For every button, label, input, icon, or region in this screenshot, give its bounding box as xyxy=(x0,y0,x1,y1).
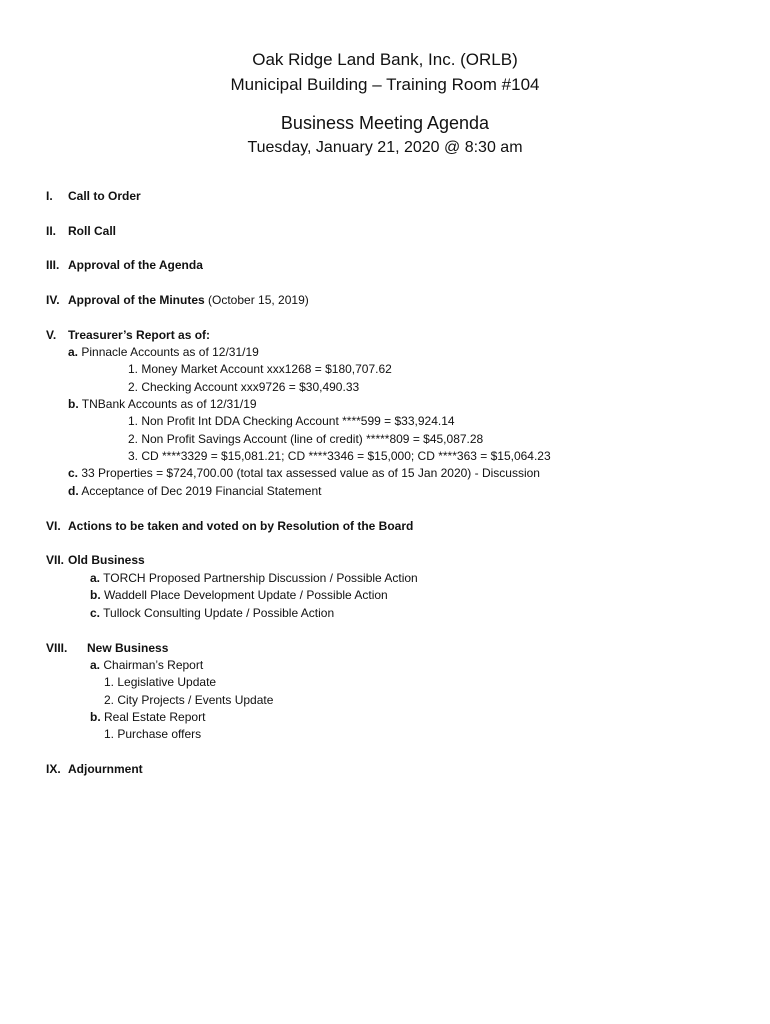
subitem-text: TNBank Accounts as of 12/31/19 xyxy=(81,397,257,411)
subitem-torch xyxy=(90,571,418,586)
subitem-letter: c. xyxy=(68,466,79,480)
subitem-chairmans-report xyxy=(90,658,203,673)
org-name: Oak Ridge Land Bank, Inc. (ORLB) xyxy=(252,50,518,69)
subitem-properties xyxy=(68,466,540,481)
subitem-pinnacle-accounts xyxy=(68,345,259,360)
subitem-financial-statement xyxy=(68,484,321,499)
account-cds: 3. CD ****3329 = $15,081.21; CD ****3346 = $15,000; CD ****363 = $15,064.23 xyxy=(128,449,551,463)
subitem-text: TORCH Proposed Partnership Discussion / Possible Action xyxy=(103,571,418,585)
item-label-adjournment: Adjournment xyxy=(68,762,143,776)
subitem-tullock xyxy=(90,606,334,621)
item-number-ix: IX. xyxy=(46,762,61,776)
item-label-call-to-order: Call to Order xyxy=(68,189,141,203)
subitem-waddell xyxy=(90,588,388,603)
account-money-market: 1. Money Market Account xxx1268 = $180,707.62 xyxy=(128,362,392,376)
subitem-text: 33 Properties = $724,700.00 (total tax assessed value as of 15 Jan 2020) - Discussion xyxy=(81,466,540,480)
subitem-tnbank-accounts xyxy=(68,397,257,412)
item-label-roll-call: Roll Call xyxy=(68,224,117,238)
subitem-letter: b. xyxy=(90,588,101,602)
item-label-new-business: New Business xyxy=(87,641,169,655)
item-label-approval-minutes: Approval of the Minutes xyxy=(68,293,205,307)
meeting-date: Tuesday, January 21, 2020 @ 8:30 am xyxy=(247,139,523,156)
item-number-ii: II. xyxy=(46,224,57,238)
account-checking: 2. Checking Account xxx9726 = $30,490.33 xyxy=(128,380,360,394)
item-number-vii: VII. xyxy=(46,553,65,567)
item-label-approval-agenda: Approval of the Agenda xyxy=(68,258,203,272)
subitem-letter: a. xyxy=(90,571,101,585)
subitem-letter: d. xyxy=(68,484,79,498)
item-number-viii: VIII. xyxy=(46,641,68,655)
item-number-iii: III. xyxy=(46,258,60,272)
subitem-text: Tullock Consulting Update / Possible Action xyxy=(103,606,335,620)
account-dda-checking: 1. Non Profit Int DDA Checking Account ****599 = $33,924.14 xyxy=(128,414,455,428)
subitem-text: Real Estate Report xyxy=(104,710,206,724)
subitem-text: Acceptance of Dec 2019 Financial Statement xyxy=(81,484,322,498)
subitem-letter: b. xyxy=(68,397,79,411)
meeting-location: Municipal Building – Training Room #104 xyxy=(230,75,540,94)
subitem-text: Chairman’s Report xyxy=(103,658,204,672)
item-number-iv: IV. xyxy=(46,293,60,307)
item-label-treasurers-report: Treasurer’s Report as of: xyxy=(68,328,211,342)
subitem-letter: c. xyxy=(90,606,101,620)
subitem-letter: a. xyxy=(90,658,101,672)
subitem-real-estate-report xyxy=(90,710,205,725)
subitem-text: Waddell Place Development Update / Possible Action xyxy=(104,588,388,602)
subitem-legislative-update: 1. Legislative Update xyxy=(104,675,217,689)
item-number-v: V. xyxy=(46,328,57,342)
subitem-purchase-offers: 1. Purchase offers xyxy=(104,727,202,741)
item-number-i: I. xyxy=(46,189,53,203)
item-label-old-business: Old Business xyxy=(68,553,145,567)
item-label-actions: Actions to be taken and voted on by Resolution of the Board xyxy=(68,519,414,533)
subitem-letter: a. xyxy=(68,345,79,359)
subitem-text: Pinnacle Accounts as of 12/31/19 xyxy=(81,345,259,359)
subitem-city-projects: 2. City Projects / Events Update xyxy=(104,693,274,707)
subitem-letter: b. xyxy=(90,710,101,724)
page-title: Business Meeting Agenda xyxy=(280,113,490,133)
minutes-date-note: (October 15, 2019) xyxy=(208,293,309,307)
item-number-vi: VI. xyxy=(46,519,61,533)
item-approval-minutes xyxy=(68,293,309,308)
account-savings: 2. Non Profit Savings Account (line of credit) *****809 = $45,087.28 xyxy=(128,432,484,446)
